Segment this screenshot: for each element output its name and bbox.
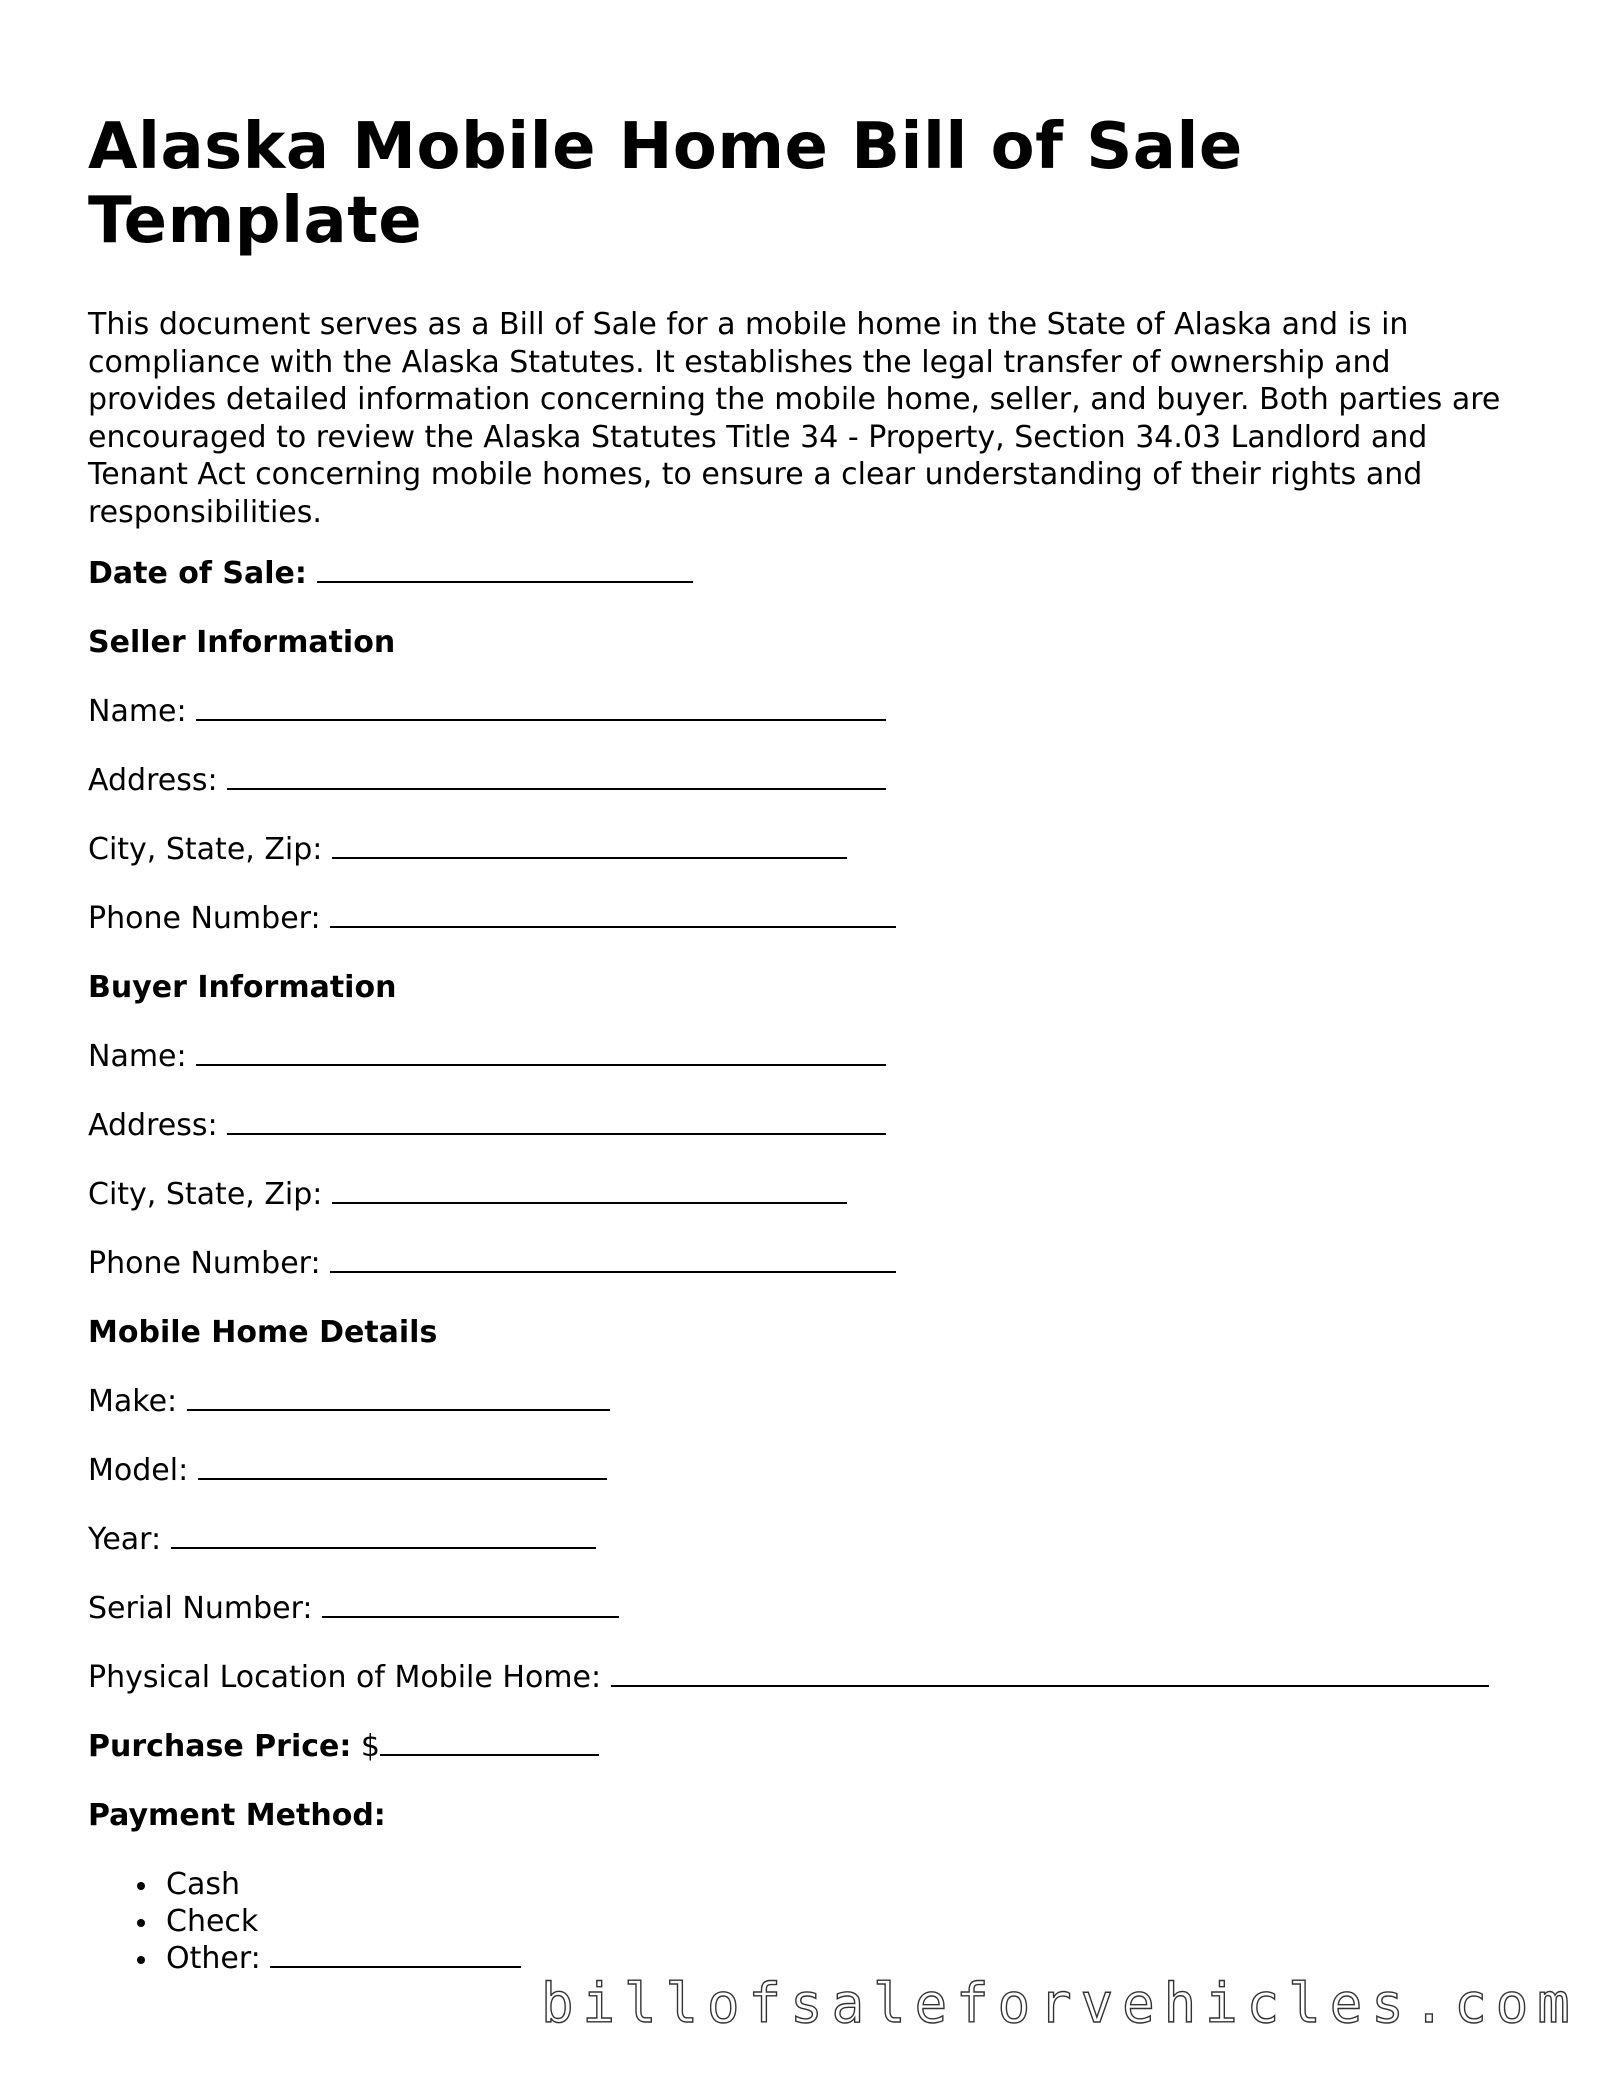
- seller-heading: Seller Information: [88, 625, 396, 660]
- home-location-label: Physical Location of Mobile Home:: [88, 1660, 602, 1695]
- seller-name-row: [88, 693, 1528, 730]
- seller-phone-row: [88, 900, 1528, 937]
- purchase-price-row: [88, 1728, 1528, 1765]
- buyer-address-row: [88, 1107, 1528, 1144]
- seller-name-label: Name:: [88, 694, 187, 729]
- home-location-field[interactable]: [611, 1659, 1489, 1687]
- home-year-label: Year:: [88, 1522, 162, 1557]
- payment-option-label: Cash: [166, 1867, 240, 1902]
- date-of-sale-label: Date of Sale:: [88, 556, 307, 591]
- seller-city-row: [88, 831, 1528, 868]
- buyer-name-row: [88, 1038, 1528, 1075]
- buyer-phone-label: Phone Number:: [88, 1246, 321, 1281]
- payment-option-label: Check: [166, 1904, 259, 1939]
- date-of-sale-field[interactable]: [317, 555, 693, 583]
- currency-symbol: $: [360, 1729, 381, 1764]
- payment-option-label: Other:: [166, 1941, 261, 1976]
- home-make-row: [88, 1383, 1528, 1420]
- home-serial-field[interactable]: [322, 1590, 619, 1618]
- home-model-label: Model:: [88, 1453, 189, 1488]
- buyer-address-field[interactable]: [227, 1107, 886, 1135]
- home-serial-label: Serial Number:: [88, 1591, 313, 1626]
- payment-method-heading: Payment Method:: [88, 1798, 386, 1833]
- home-model-row: [88, 1452, 1528, 1489]
- seller-name-field[interactable]: [196, 693, 886, 721]
- home-location-row: [88, 1659, 1528, 1696]
- home-make-field[interactable]: [187, 1383, 610, 1411]
- buyer-name-field[interactable]: [196, 1038, 886, 1066]
- purchase-price-field[interactable]: [380, 1728, 599, 1756]
- seller-city-label: City, State, Zip:: [88, 832, 323, 867]
- payment-option-check[interactable]: [166, 1903, 1528, 1940]
- buyer-address-label: Address:: [88, 1108, 218, 1143]
- date-of-sale-row: [88, 555, 1528, 592]
- seller-phone-label: Phone Number:: [88, 901, 321, 936]
- buyer-name-label: Name:: [88, 1039, 187, 1074]
- intro-paragraph: This document serves as a Bill of Sale for a mobile home in the State of Alaska and is in compliance with the Alaska Statutes. It establishes the legal transfer of ownership and provides detailed information concerning the mobile home, seller, and buyer. Both parties are encouraged to review the Alaska Statutes Title 34 - Property, Section 34.03 Landlord and Tenant Act concerning mobile homes, to ensure a clear understanding of their rights and responsibilities.: [88, 307, 1501, 530]
- page-title: Alaska Mobile Home Bill of Sale Template: [88, 110, 1243, 258]
- seller-phone-field[interactable]: [330, 900, 896, 928]
- buyer-city-row: [88, 1176, 1528, 1213]
- seller-address-row: [88, 762, 1528, 799]
- home-model-field[interactable]: [198, 1452, 607, 1480]
- payment-method-list: [88, 1866, 1528, 1977]
- payment-option-cash[interactable]: [166, 1866, 1528, 1903]
- buyer-heading: Buyer Information: [88, 970, 397, 1005]
- buyer-city-field[interactable]: [332, 1176, 847, 1204]
- document-page: [88, 110, 1528, 1977]
- payment-other-field[interactable]: [270, 1940, 521, 1968]
- purchase-price-label: Purchase Price:: [88, 1729, 352, 1764]
- home-year-field[interactable]: [171, 1521, 596, 1549]
- home-year-row: [88, 1521, 1528, 1558]
- seller-city-field[interactable]: [332, 831, 847, 859]
- buyer-phone-field[interactable]: [330, 1245, 896, 1273]
- seller-address-label: Address:: [88, 763, 218, 798]
- home-serial-row: [88, 1590, 1528, 1627]
- watermark: billofsaleforvehicles.com: [541, 1972, 1579, 2035]
- seller-address-field[interactable]: [227, 762, 886, 790]
- home-make-label: Make:: [88, 1384, 178, 1419]
- buyer-phone-row: [88, 1245, 1528, 1282]
- buyer-city-label: City, State, Zip:: [88, 1177, 323, 1212]
- home-details-heading: Mobile Home Details: [88, 1315, 438, 1350]
